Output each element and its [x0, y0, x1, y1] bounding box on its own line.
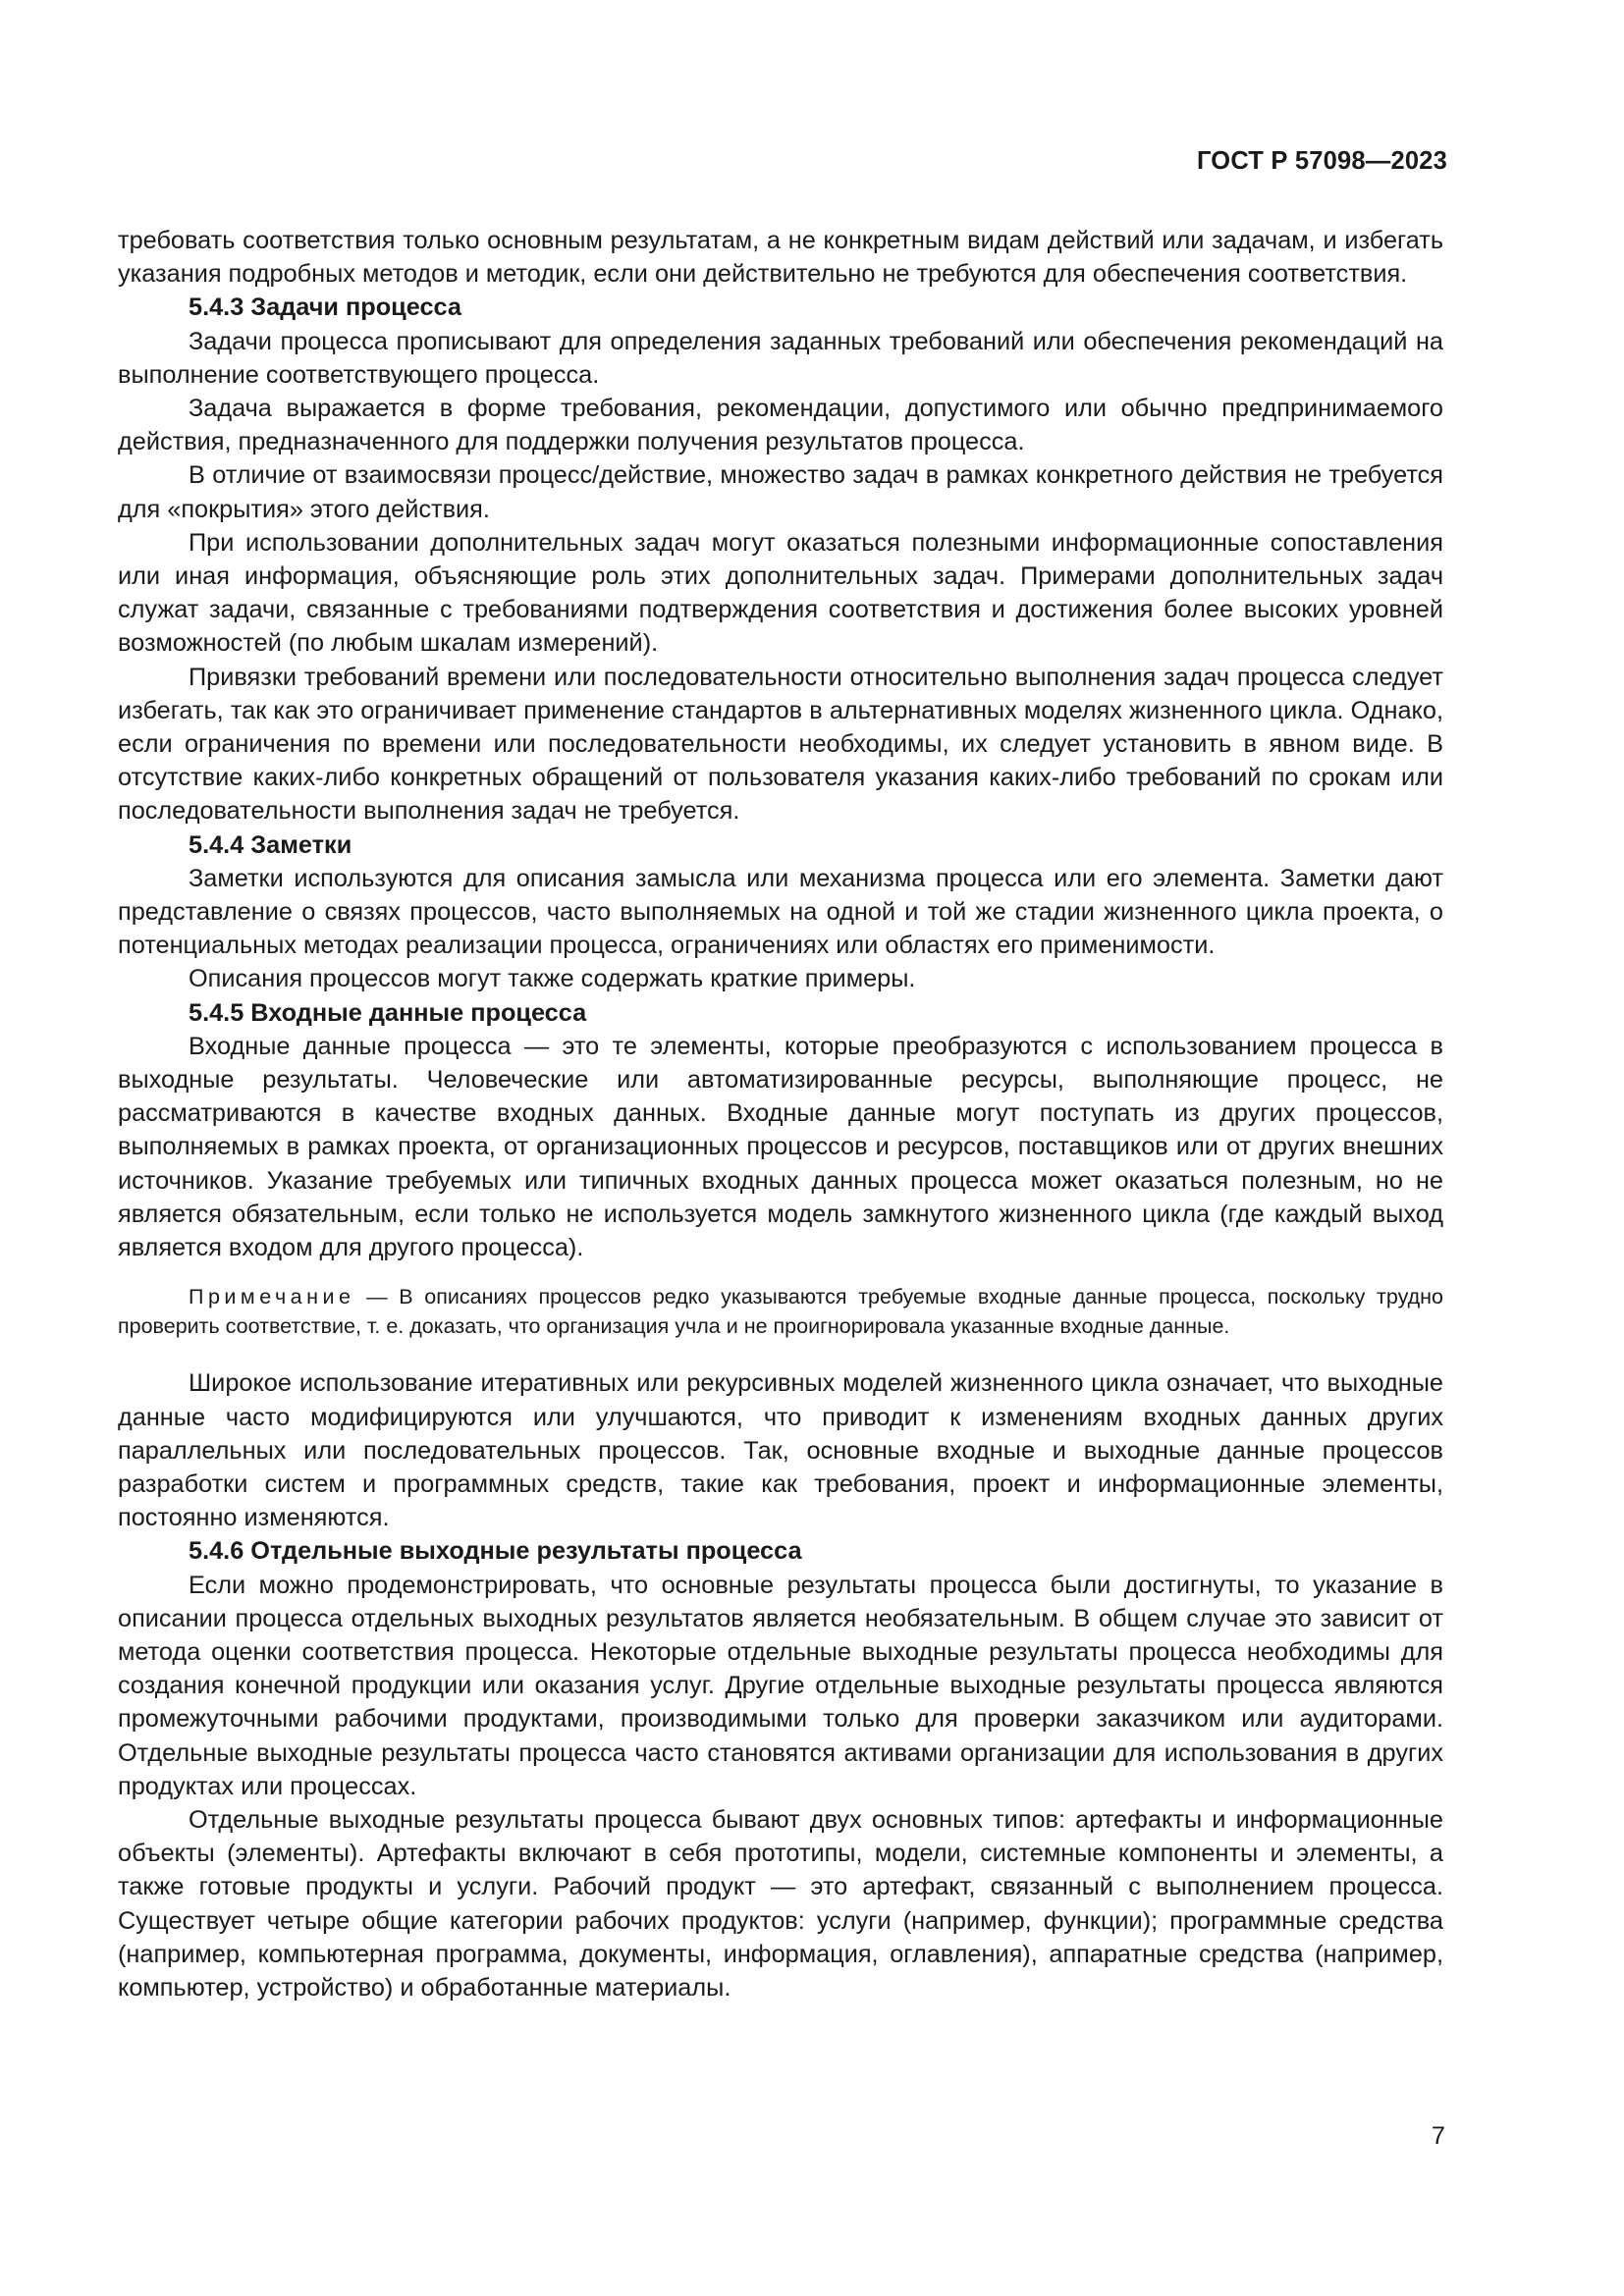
paragraph-5-4-5-2: Широкое использование итеративных или рекурсивных моделей жизненного цикла означает, что выходные данные часто модифицируются или улучшаются, что приводит к изменениям входных данных других параллельных или последовательных процессов. Так, основные входные и выходные данные процессов разработки систем и программных средств, такие как требования, проект и информационные элементы, постоянно изменяются. — [118, 1369, 1443, 1532]
note-block — [118, 1282, 1443, 1341]
paragraph-5-4-6-2: Отдельные выходные результаты процесса бывают двух основных типов: артефакты и информационные объекты (элементы). Артефакты включают в себя прототипы, модели, системные компоненты и элементы, а также готовые продукты и услуги. Рабочий продукт — это артефакт, связанный с выполнением процесса. Существует четыре общие категории рабочих продуктов: услуги (например, функции); программные средства (например, компьютерная программа, документы, информация, оглавления), аппаратные средства (например, компьютер, устройство) и обработанные материалы. — [118, 1805, 1443, 2002]
paragraph-5-4-3-2: Задача выражается в форме требования, рекомендации, допустимого или обычно предпринимаемого действия, предназначенного для поддержки получения результатов процесса. — [118, 395, 1443, 456]
section-heading-5-4-3: 5.4.3 Задачи процесса — [189, 294, 461, 322]
section-heading-5-4-4: 5.4.4 Заметки — [189, 830, 352, 859]
paragraph-5-4-3-1: Задачи процесса прописывают для определения заданных требований или обеспечения рекомендаций на выполнение соответствующего процесса. — [118, 327, 1443, 389]
paragraph-5-4-3-3: В отличие от взаимосвязи процесс/действие, множество задач в рамках конкретного действия не требуется для «покрытия» этого действия. — [118, 461, 1443, 523]
note-text: — В описаниях процессов редко указываются требуемые входные данные процесса, поскольку трудно проверить соответствие, т. е. доказать, что организация учла и не проигнорировала указанные входные данные. — [118, 1285, 1443, 1339]
paragraph-5-4-3-4: При использовании дополнительных задач могут оказаться полезными информационные сопоставления или иная информация, объясняющие роль этих дополнительных задач. Примерами дополнительных задач служат задачи, связанные с требованиями подтверждения соответствия и достижения более высоких уровней возможностей (по любым шкалам измерений). — [118, 528, 1443, 658]
paragraph-5-4-4-2: Описания процессов могут также содержать краткие примеры. — [189, 965, 916, 993]
paragraph-5-4-3-5: Привязки требований времени или последовательности относительно выполнения задач процесса следует избегать, так как это ограничивает применение стандартов в альтернативных моделях жизненного цикла. Однако, если ограничения по времени или последовательности необходимы, их следует установить в явном виде. В отсутствие каких-либо конкретных обращений от пользователя указания каких-либо требований по срокам или последовательности выполнения задач не требуется. — [118, 663, 1443, 826]
paragraph-5-4-6-1: Если можно продемонстрировать, что основные результаты процесса были достигнуты, то указание в описании процесса отдельных выходных результатов является необязательным. В общем случае это зависит от метода оценки соответствия процесса. Некоторые отдельные выходные результаты процесса необходимы для создания конечной продукции или оказания услуг. Другие отдельные выходные результаты процесса являются промежуточными рабочими продуктами, производимыми только для проверки заказчиком или аудиторами. Отдельные выходные результаты процесса часто становятся активами организации для использования в других продуктах или процессах. — [118, 1571, 1443, 1800]
section-heading-5-4-5: 5.4.5 Входные данные процесса — [189, 998, 587, 1027]
paragraph-intro: требовать соответствия только основным результатам, а не конкретным видам действий или задачам, и избегать указания подробных методов и методик, если они действительно не требуются для обеспечения соответствия. — [118, 227, 1443, 289]
document-body — [118, 224, 1443, 2004]
note-label: Примечание — [189, 1285, 355, 1309]
document-code-header: ГОСТ Р 57098—2023 — [1196, 147, 1447, 175]
page-number: 7 — [1431, 2122, 1445, 2150]
section-heading-5-4-6: 5.4.6 Отдельные выходные результаты процесса — [189, 1537, 802, 1566]
paragraph-5-4-5-1: Входные данные процесса — это те элементы, которые преобразуются с использованием процесса в выходные результаты. Человеческие или автоматизированные ресурсы, выполняющие процесс, не рассматриваются в качестве входных данных. Входные данные могут поступать из других процессов, выполняемых в рамках проекта, от организационных процессов и ресурсов, поставщиков или от других внешних источников. Указание требуемых или типичных входных данных процесса может оказаться полезным, но не является обязательным, если только не используется модель замкнутого жизненного цикла (где каждый выход является входом для другого процесса). — [118, 1032, 1443, 1262]
paragraph-5-4-4-1: Заметки используются для описания замысла или механизма процесса или его элемента. Заметки дают представление о связях процессов, часто выполняемых на одной и той же стадии жизненного цикла проекта, о потенциальных методах реализации процесса, ограничениях или областях его применимости. — [118, 864, 1443, 960]
